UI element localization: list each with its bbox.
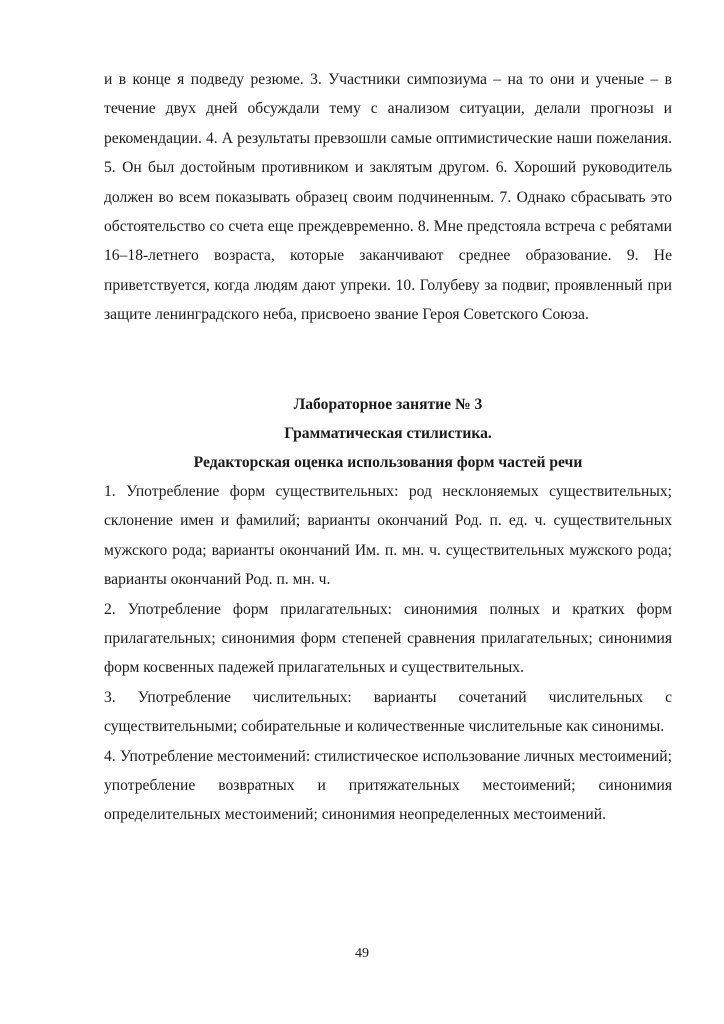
- list-item: 1. Употребление форм существительных: род несклоняемых существительных; склонение имен и фамилий; варианты окончаний Род. п. ед. ч. существительных мужского рода; варианты окончаний Им. п. мн. ч. существительных мужского рода; варианты окончаний Род. п. мн. ч.: [104, 483, 672, 589]
- section-subtitle: Редакторская оценка использования форм частей речи: [193, 454, 583, 471]
- list-item: 2. Употребление форм прилагательных: синонимия полных и кратких форм прилагательных; синонимия форм степеней сравнения прилагательных; синонимия форм косвенных падежей прилагательных и существительных.: [104, 600, 672, 677]
- lab-title: Лабораторное занятие № 3: [293, 396, 483, 413]
- list-item: 3. Употребление числительных: варианты сочетаний числительных с существительными; собирательные и количественные числительные как синонимы.: [104, 688, 672, 736]
- page-number: 49: [355, 946, 369, 961]
- section-title: Грамматическая стилистика.: [284, 425, 492, 442]
- topic-list: [104, 477, 672, 830]
- intro-paragraph: и в конце я подведу резюме. 3. Участники симпозиума – на то они и ученые – в течение двух дней обсуждали тему с анализом ситуации, делали прогнозы и рекомендации. 4. А результаты превзошли самые оптимистические наши пожелания. 5. Он был достойным противником и заклятым другом. 6. Хороший руководитель должен во всем показывать образец своим подчиненным. 7. Однако сбрасывать это обстоятельство со счета еще преждевременно. 8. Мне предстояла встреча с ребятами 16–18-летнего возраста, которые заканчивают среднее образование. 9. Не приветствуется, когда людям дают упреки. 10. Голубеву за подвиг, проявленный при защите ленинградского неба, присвоено звание Героя Советского Союза.: [104, 71, 672, 324]
- list-item: 4. Употребление местоимений: стилистическое использование личных местоимений; употребление возвратных и притяжательных местоимений; синонимия определительных местоимений; синонимия неопределенных местоимений.: [104, 747, 672, 824]
